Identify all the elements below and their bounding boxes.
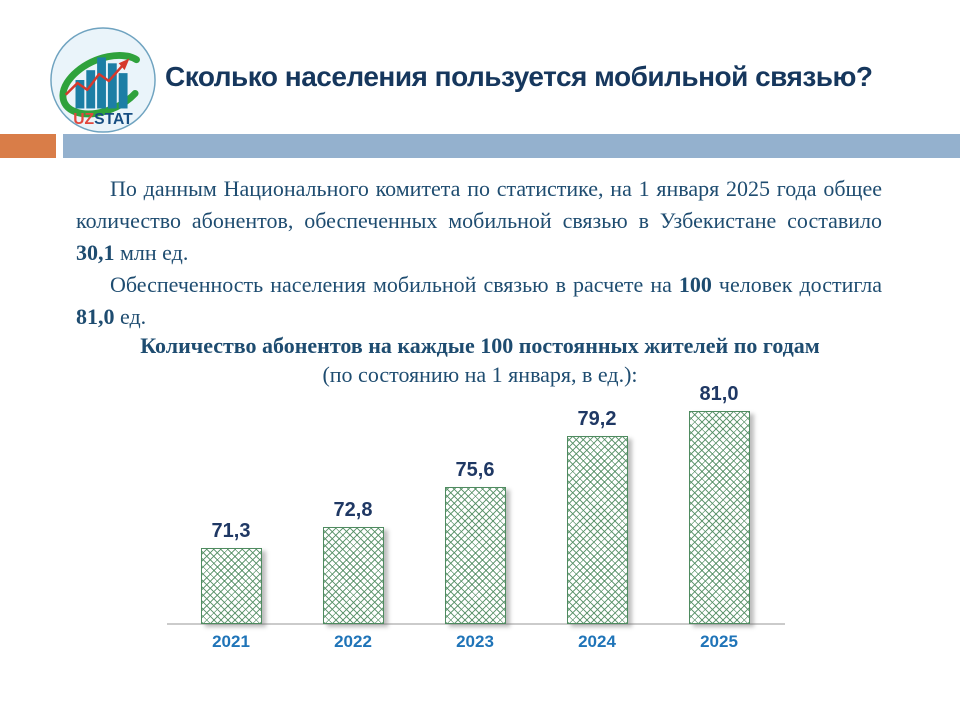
x-tick-2025: 2025 [700,632,738,651]
x-tick-2023: 2023 [456,632,494,651]
bar-value-2022: 72,8 [333,499,373,521]
p1-units: млн ед. [114,240,189,265]
p1-text: По данным Национального комитета по статистике, на 1 января 2025 года общее количество абонентов, обеспеченных мобильной связью в Узбекистане составило [76,176,882,233]
p2-text-a: Обеспеченность населения мобильной связью в расчете на [110,272,679,297]
bar-value-2023: 75,6 [455,459,495,481]
bar-value-2021: 71,3 [211,520,251,542]
p1-value-30-1: 30,1 [76,240,115,265]
bar-value-2024: 79,2 [577,408,617,430]
logo-text: UZSTAT [73,111,133,129]
x-tick-2022: 2022 [334,632,372,651]
bar-2023 [445,487,506,624]
bar-2022 [323,527,384,624]
bar-2024 [567,436,628,624]
p2-text-b: человек достигла [711,272,883,297]
chart-title-normal: (по состоянию на 1 января, в ед.): [322,362,638,387]
bar-value-2025: 81,0 [699,383,739,405]
bar-2025 [689,411,750,624]
x-tick-2024: 2024 [578,632,616,651]
chart-title-bold: Количество абонентов на каждые 100 постоянных жителей по годам [140,333,820,358]
page-title: Сколько населения пользуется мобильной связью? [165,61,873,92]
p2-units: ед. [114,304,147,329]
x-tick-2021: 2021 [212,632,250,651]
bar-2021 [201,548,262,624]
p2-value-81-0: 81,0 [76,304,115,329]
p2-value-100: 100 [678,272,712,297]
